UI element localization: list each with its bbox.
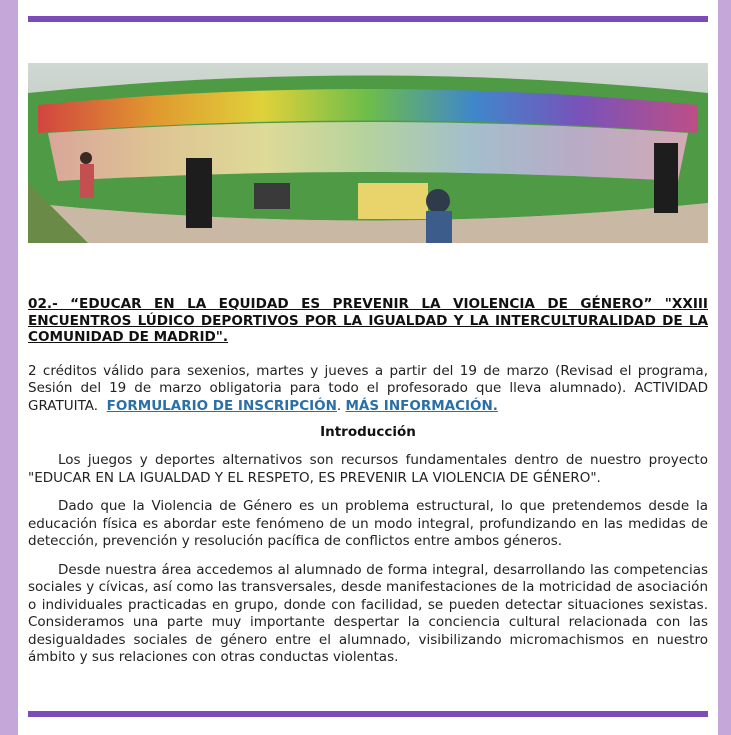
article-heading: 02.- “EDUCAR EN LA EQUIDAD ES PREVENIR LA VIOLENCIA DE GÉNERO” "XXIII ENCUENTROS LÚDICO DEPORTIVOS POR LA IGUALDAD Y LA INTERCULTURALIDAD DE LA COMUNIDAD DE MADRID". — [28, 296, 708, 345]
intro-paragraph-1: Los juegos y deportes alternativos son recursos fundamentales dentro de nuestro proyecto "EDUCAR EN LA IGUALDAD Y EL RESPETO, ES PREVENIR LA VIOLENCIA DE GÉNERO". — [28, 452, 708, 486]
bottom-divider — [28, 711, 708, 717]
intro-paragraph-2: Dado que la Violencia de Género es un problema estructural, lo que pretendemos desde la educación física es abordar este fenómeno de un modo integral, profundizando en las medidas de detección, prevención y resolución pacífica de conflictos entre ambos géneros. — [28, 498, 708, 549]
event-photo — [28, 63, 708, 243]
credits-paragraph — [28, 363, 708, 416]
top-divider — [28, 16, 708, 22]
credits-text: 2 créditos válido para sexenios, martes y jueves a partir del 19 de marzo (Revisad el programa, Sesión del 19 de marzo obligatoria para todo el profesorado que lleva alumnado). ACTIVIDAD GRATUITA. — [28, 362, 708, 414]
link-separator: . — [336, 397, 342, 414]
article-body — [28, 296, 708, 667]
intro-paragraph-3: Desde nuestra área accedemos al alumnado de forma integral, desarrollando las competencias sociales y cívicas, así como las transversales, desde manifestaciones de la motricidad de asociación o individuales practicadas en grupo, donde con facilidad, se pueden detectar situaciones sexistas. Consideramos una parte muy importante despertar la conciencia cultural relacionada con las desigualdades sociales de género entre el alumnado, visibilizando micromachismos en nuestro ámbito y sus relaciones con otras conductas violentas. — [28, 561, 708, 665]
more-info-link[interactable]: MÁS INFORMACIÓN. — [345, 397, 498, 414]
newsletter-page — [18, 0, 718, 735]
registration-form-link[interactable]: FORMULARIO DE INSCRIPCIÓN — [106, 397, 337, 414]
section-title-introduccion: Introducción — [320, 424, 416, 440]
